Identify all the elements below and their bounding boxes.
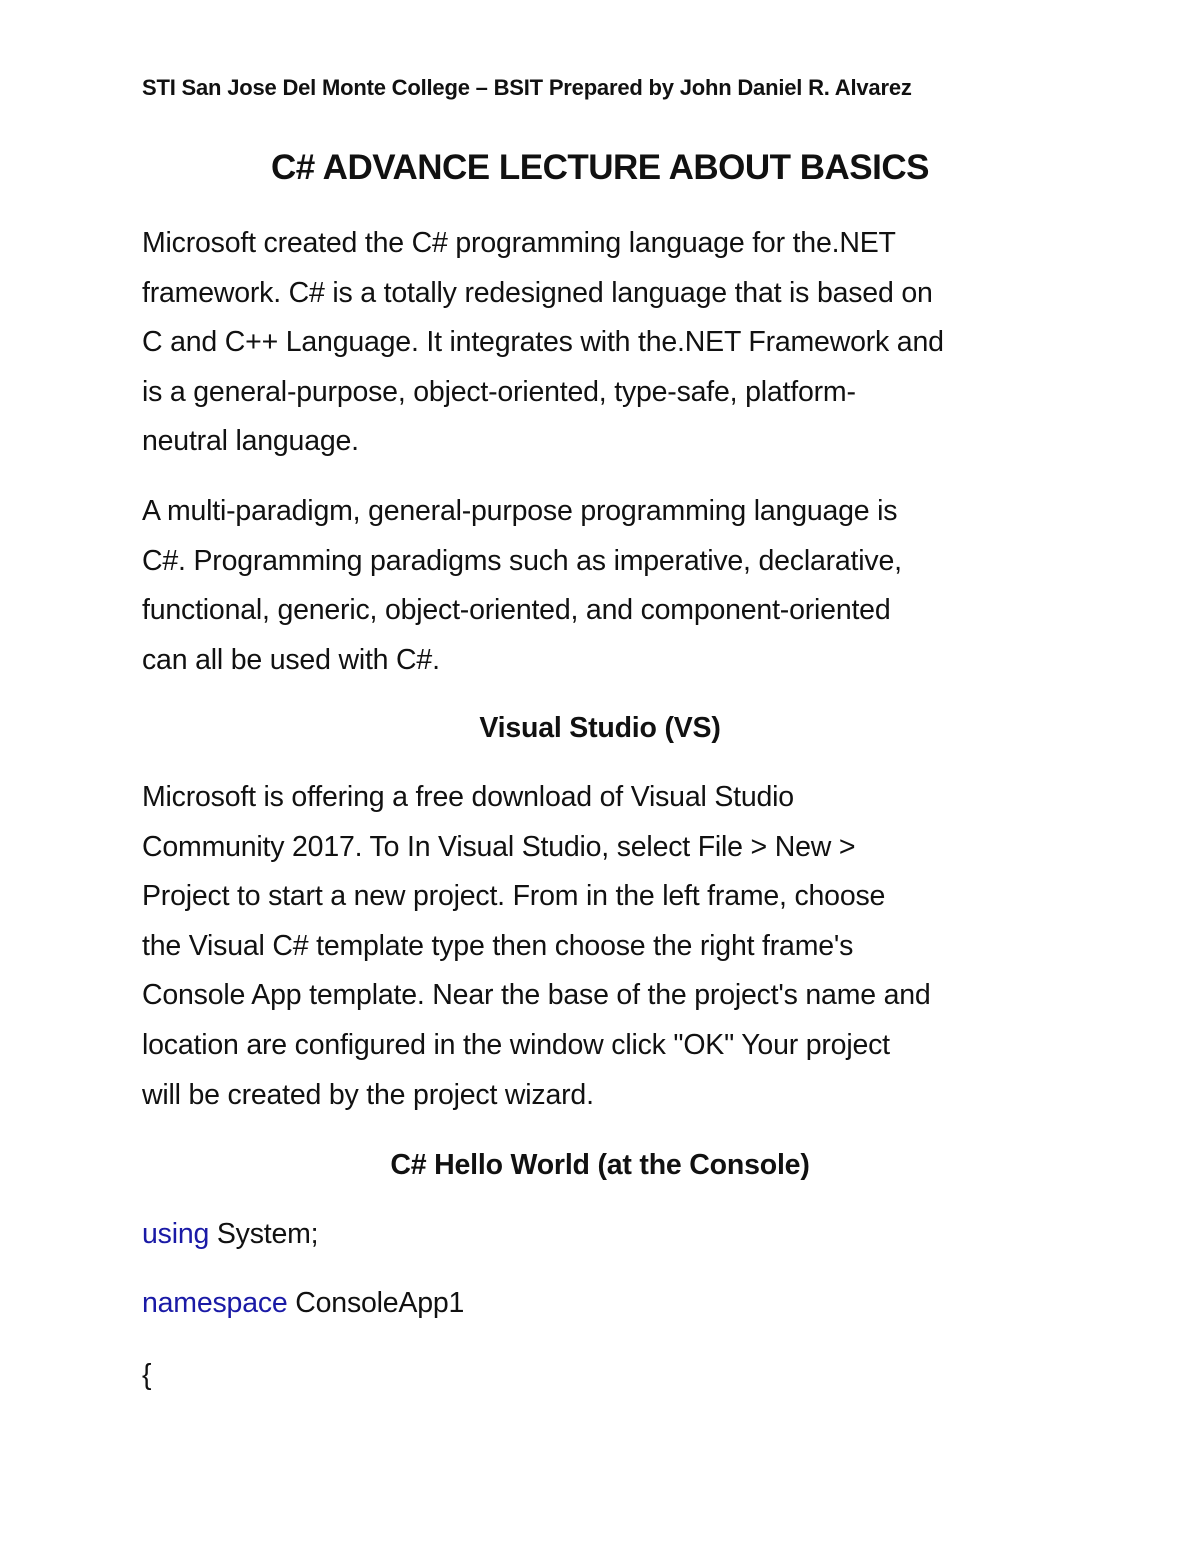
hello-world-heading: C# Hello World (at the Console)	[390, 1149, 810, 1181]
intro-paragraph	[142, 219, 1062, 467]
code-text: System;	[209, 1218, 319, 1250]
code-line-using	[142, 1214, 1062, 1254]
paragraph-line: framework. C# is a totally redesigned language that is based on	[142, 276, 933, 309]
paragraph-line: can all be used with C#.	[142, 643, 440, 676]
paragraph-line: C and C++ Language. It integrates with the.NET Framework and	[142, 326, 944, 359]
paragraph-line: is a general-purpose, object-oriented, type-safe, platform-	[142, 375, 856, 408]
code-keyword: using	[142, 1218, 210, 1250]
paragraph-line: neutral language.	[142, 425, 359, 458]
paragraph-line: A multi-paradigm, general-purpose programming language is	[142, 495, 898, 527]
code-text: ConsoleApp1	[287, 1287, 465, 1319]
paragraph-line: Project to start a new project. From in the left frame, choose	[142, 880, 886, 913]
page-header: STI San Jose Del Monte College – BSIT Prepared by John Daniel R. Alvarez	[142, 75, 912, 100]
paragraph-line: location are configured in the window click "OK" Your project	[142, 1028, 890, 1061]
paragraph-line: Microsoft created the C# programming language for the.NET	[142, 227, 896, 259]
visual-studio-heading: Visual Studio (VS)	[479, 712, 721, 744]
paradigms-paragraph	[142, 487, 1062, 685]
paragraph-line: the Visual C# template type then choose the right frame's	[142, 929, 854, 962]
paragraph-line: will be created by the project wizard.	[142, 1078, 594, 1111]
code-line-namespace	[142, 1283, 1062, 1323]
paragraph-line: Community 2017. To In Visual Studio, select File > New >	[142, 830, 856, 863]
paragraph-line: Console App template. Near the base of the project's name and	[142, 979, 931, 1012]
visual-studio-paragraph	[142, 773, 1062, 1120]
paragraph-line: C#. Programming paradigms such as imperative, declarative,	[142, 544, 902, 577]
code-keyword: namespace	[142, 1287, 288, 1319]
code-line-open-brace	[142, 1355, 1062, 1395]
document-title: C# ADVANCE LECTURE ABOUT BASICS	[271, 148, 929, 187]
code-text: {	[142, 1359, 152, 1391]
paragraph-line: functional, generic, object-oriented, and component-oriented	[142, 594, 891, 627]
paragraph-line: Microsoft is offering a free download of Visual Studio	[142, 781, 794, 813]
